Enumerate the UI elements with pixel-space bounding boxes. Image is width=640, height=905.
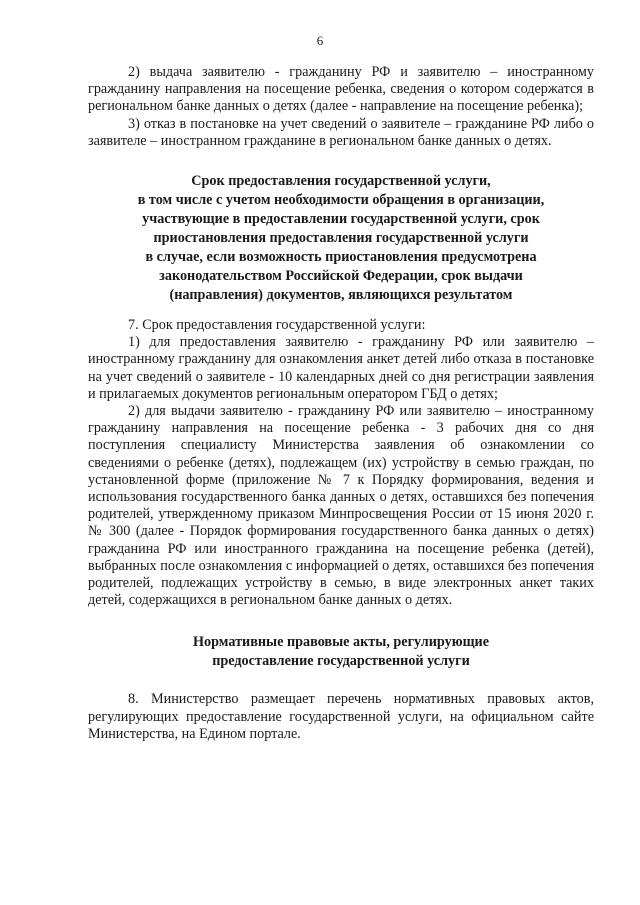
paragraph: 8. Министерство размещает перечень нормативных правовых актов, регулирующих предоставление государственной услуги, на официальном сайте Министерства, на Едином портале. (88, 691, 594, 742)
paragraph: 2) для выдачи заявителю - гражданину РФ или заявителю – иностранному гражданину направления на посещение ребенка - 3 рабочих дня со дня поступления специалисту Министерства заявления об ознакомлении со сведениями о ребенке (детях), подлежащем (их) устройству в семью граждан, по установленной форме (приложение № 7 к Порядку формирования, ведения и использования государственного банка данных о детях, оставшихся без попечения родителей, утвержденному приказом Минпросвещения России от 15 июня 2020 г. № 300 (далее - Порядок формирования государственного банка данных о детях) гражданина РФ или иностранного гражданина на посещение ребенка (детей), выбранных после ознакомления с информацией о детях, оставшихся без попечения родителей, подлежащих устройству в семью, в виде электронных анкет таких детей, содержащихся в региональном банке данных о детях. (88, 403, 594, 609)
section-heading-term (88, 172, 594, 305)
heading-line: Срок предоставления государственной услуги, (191, 173, 491, 190)
paragraph: 7. Срок предоставления государственной услуги: (128, 317, 426, 334)
heading-line: законодательством Российской Федерации, срок выдачи (159, 268, 523, 285)
term-paragraphs (88, 317, 594, 609)
acts-paragraphs (88, 691, 594, 743)
result-list (88, 64, 594, 150)
heading-line: участвующие в предоставлении государственной услуги, срок (142, 211, 540, 228)
document-body (88, 64, 594, 743)
result-item: 2) выдача заявителю - гражданину РФ и заявителю – иностранному гражданину направления на посещение ребенка, сведения о котором содержатся в региональном банке данных о детях (далее - направление на посещение ребенка); (88, 64, 594, 115)
heading-line: в случае, если возможность приостановления предусмотрена (145, 249, 537, 266)
heading-line: приостановления предоставления государственной услуги (153, 230, 529, 247)
heading-line: предоставление государственной услуги (212, 653, 470, 670)
section-heading-acts (88, 633, 594, 671)
heading-line: в том числе с учетом необходимости обращения в организации, (137, 192, 545, 209)
paragraph: 1) для предоставления заявителю - гражданину РФ или заявителю – иностранному гражданину для ознакомления анкет детей либо отказа в постановке на учет сведений о заявителе - 10 календарных дней со дня регистрации заявления и прилагаемых документов региональным оператором ГБД о детях; (88, 334, 594, 402)
page-number: 6 (316, 33, 324, 48)
result-item: 3) отказ в постановке на учет сведений о заявителе – гражданине РФ либо о заявителе – иностранном гражданине в региональном банке данных о детях. (88, 115, 594, 149)
heading-line: Нормативные правовые акты, регулирующие (192, 634, 490, 651)
heading-line: (направления) документов, являющихся результатом (169, 287, 513, 304)
